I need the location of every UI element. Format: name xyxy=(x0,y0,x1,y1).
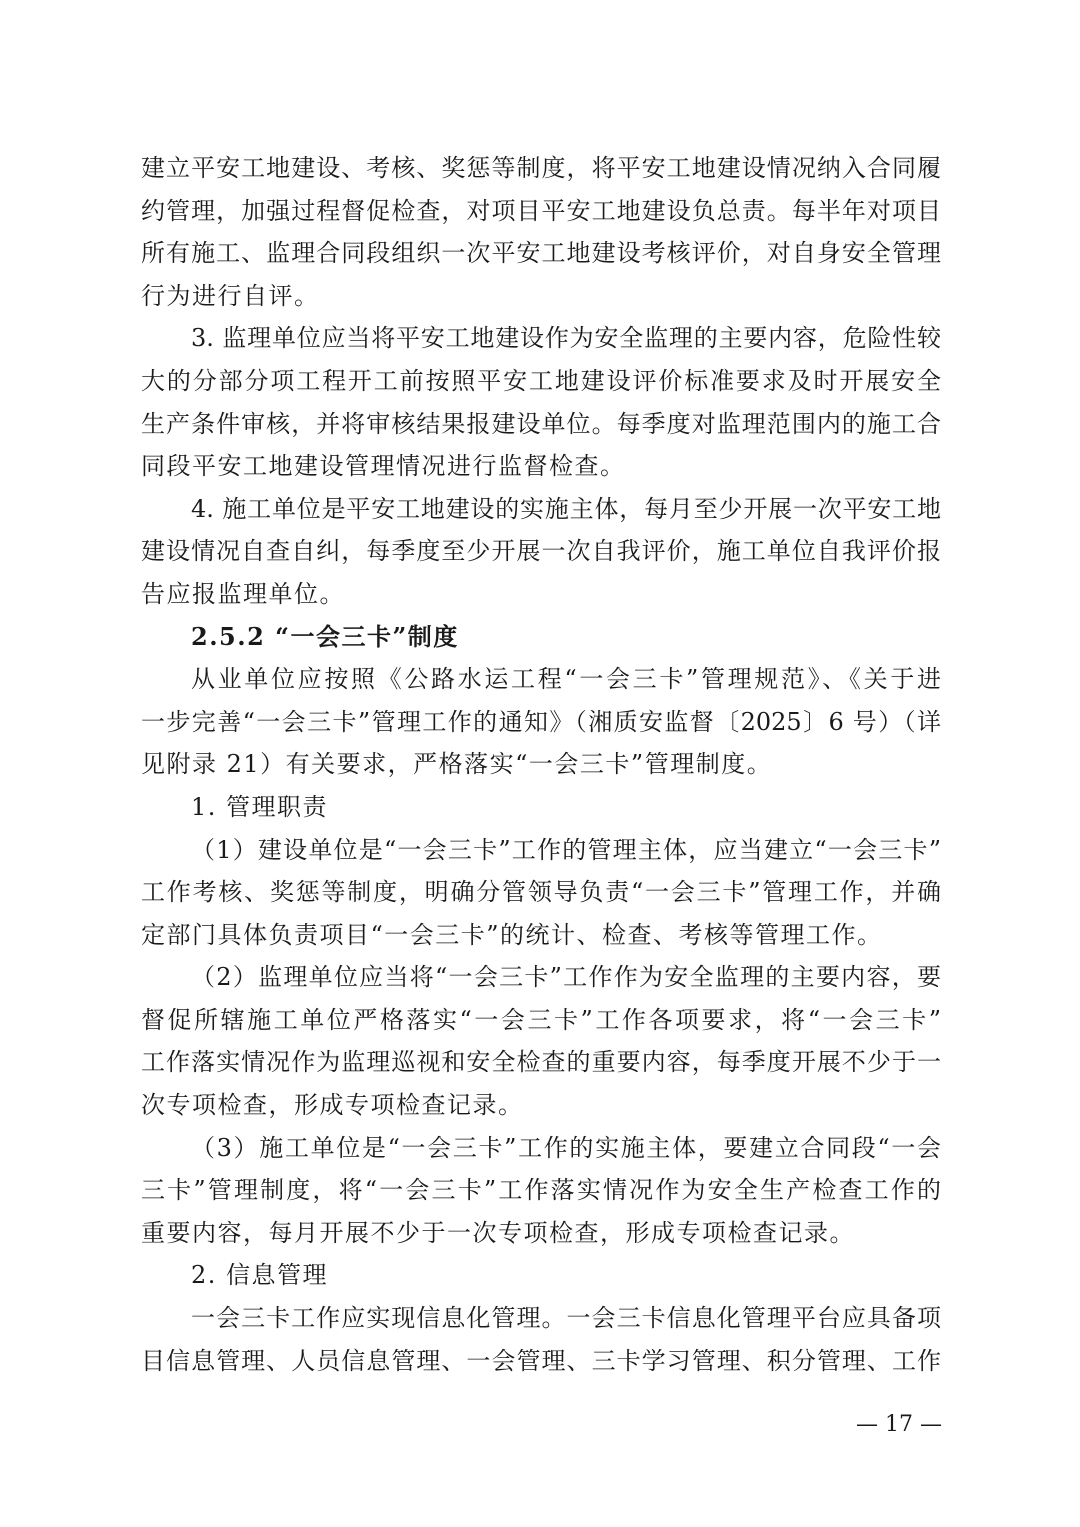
text-line: 所有施工、监理合同段组织一次平安工地建设考核评价，对自身安全管理 xyxy=(141,239,941,268)
text-line: 生产条件审核，并将审核结果报建设单位。每季度对监理范围内的施工合 xyxy=(141,409,941,438)
text-line: （3）施工单位是“一会三卡”工作的实施主体，要建立合同段“一会 xyxy=(191,1133,941,1162)
subheading: 1. 管理职责 xyxy=(191,792,329,821)
text-line: （2）监理单位应当将“一会三卡”工作作为安全监理的主要内容，要 xyxy=(191,963,941,992)
text-line: 告应报监理单位。 xyxy=(141,579,345,608)
text-line: 建设情况自查自纠，每季度至少开展一次自我评价，施工单位自我评价报 xyxy=(141,537,941,566)
text-line: 三卡”管理制度，将“一会三卡”工作落实情况作为安全生产检查工作的 xyxy=(141,1176,941,1205)
text-line: 见附录 21）有关要求，严格落实“一会三卡”管理制度。 xyxy=(141,750,773,779)
page-number: — 17 — xyxy=(856,1412,942,1437)
text-line: 督促所辖施工单位严格落实“一会三卡”工作各项要求，将“一会三卡” xyxy=(141,1005,941,1034)
text-line: 大的分部分项工程开工前按照平安工地建设评价标准要求及时开展安全 xyxy=(141,366,941,395)
text-line: 4. 施工单位是平安工地建设的实施主体，每月至少开展一次平安工地 xyxy=(191,494,941,523)
text-line: 定部门具体负责项目“一会三卡”的统计、检查、考核等管理工作。 xyxy=(141,920,883,949)
text-line: 行为进行自评。 xyxy=(141,281,320,310)
text-line: 重要内容，每月开展不少于一次专项检查，形成专项检查记录。 xyxy=(141,1218,855,1247)
text-line: 3. 监理单位应当将平安工地建设作为安全监理的主要内容，危险性较 xyxy=(191,324,941,353)
text-line: 一步完善“一会三卡”管理工作的通知》（湘质安监督〔2025〕6 号）（详 xyxy=(141,707,941,736)
text-line: 工作考核、奖惩等制度，明确分管领导负责“一会三卡”管理工作，并确 xyxy=(141,878,941,907)
body-text xyxy=(141,147,941,1382)
text-line: 从业单位应按照《公路水运工程“一会三卡”管理规范》、《关于进 xyxy=(191,665,941,694)
text-line: 约管理，加强过程督促检查，对项目平安工地建设负总责。每半年对项目 xyxy=(141,196,941,225)
text-line: （1）建设单位是“一会三卡”工作的管理主体，应当建立“一会三卡” xyxy=(191,835,941,864)
text-line: 同段平安工地建设管理情况进行监督检查。 xyxy=(141,452,626,481)
text-line: 一会三卡工作应实现信息化管理。一会三卡信息化管理平台应具备项 xyxy=(191,1304,941,1333)
text-line: 建立平安工地建设、考核、奖惩等制度，将平安工地建设情况纳入合同履 xyxy=(141,154,941,182)
subheading: 2. 信息管理 xyxy=(191,1261,329,1290)
text-line: 次专项检查，形成专项检查记录。 xyxy=(141,1091,524,1120)
text-line: 工作落实情况作为监理巡视和安全检查的重要内容，每季度开展不少于一 xyxy=(141,1048,941,1077)
section-heading: 2.5.2 “一会三卡”制度 xyxy=(191,621,459,651)
text-line: 目信息管理、人员信息管理、一会管理、三卡学习管理、积分管理、工作 xyxy=(141,1346,941,1375)
